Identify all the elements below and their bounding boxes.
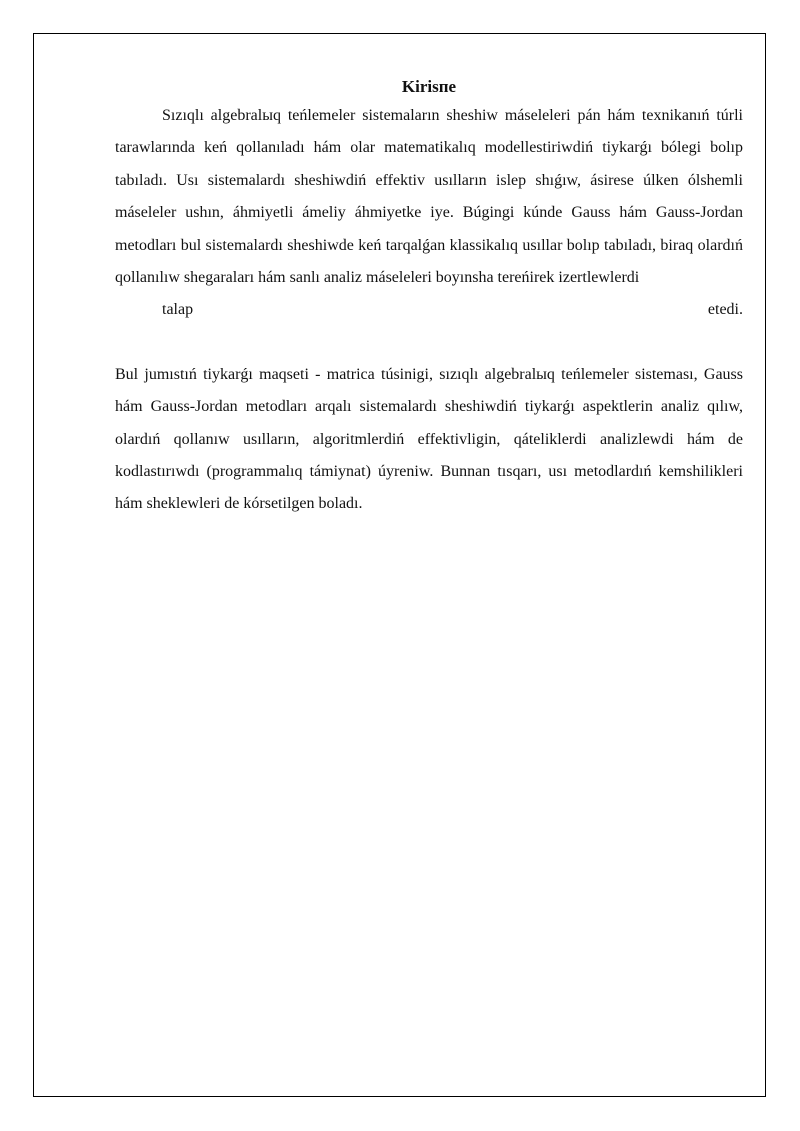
document-title: Kirisпe <box>401 77 457 96</box>
paragraph-1-last-line: talap etedi. <box>162 301 743 319</box>
introduction-paragraph-1 <box>115 100 743 327</box>
paragraph-1-text: Sızıqlı algebralыq teńlemeler sistemaların sheshiw máseleleri pán hám texnikanıń túrli tarawlarında keń qollanıladı hám olar matematikalıq modellestiriwdiń tiykarǵı bólegi bolıp tabıladı. Usı sistemalardı sheshiwdiń effektiv usılların islep shıǵıw, ásirese úlken ólshemli máseleler ushın, áhmiyetli ámeliy áhmiyetke iye. Búgingi kúnde Gauss hám Gauss-Jordan metodları bul sistemalardı sheshiwde keń tarqalǵan klassikalıq usıllar bolıp tabıladı, biraq olardıń qollanılıw shegaraları hám sanlı analiz máseleleri boyınsha tereńirek izertlewlerdi <box>115 107 743 287</box>
introduction-paragraph-2: Bul jumıstıń tiykarǵı maqseti - matrica túsinigi, sızıqlı algebralыq teńlemeler sisteması, Gauss hám Gauss-Jordan metodları arqalı sistemalardı sheshiwdiń tiykarǵı aspektlerin analiz qılıw, olardıń qollanıw usılların, algoritmlerdiń effektivligin, qáteliklerdi analizlewdi hám de kodlastırıwdı (programmalıq támiynat) úyreniw. Bunnan tısqarı, usı metodlardıń kemshilikleri hám sheklewleri de kórsetilgen boladı. <box>115 365 743 513</box>
paragraph-spacer <box>115 327 743 359</box>
document-body <box>115 75 743 521</box>
